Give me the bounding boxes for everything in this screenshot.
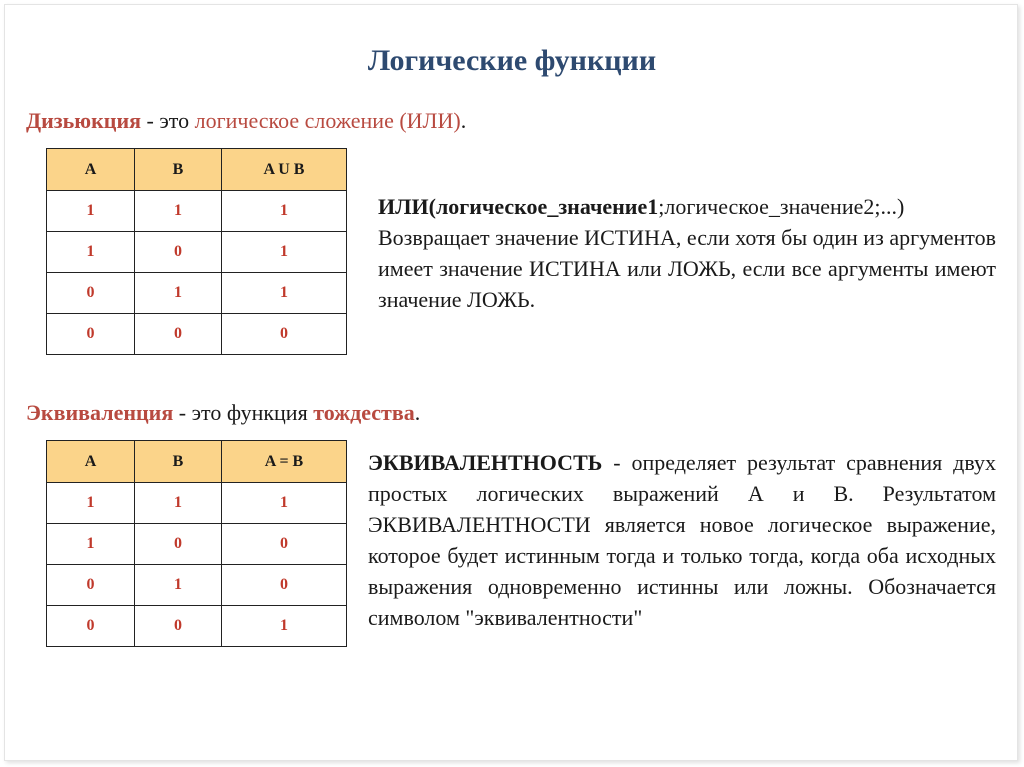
equivalence-keyword: ЭКВИВАЛЕНТНОСТЬ (368, 450, 603, 475)
disjunction-description (378, 191, 996, 315)
disjunction-truth-table (46, 148, 347, 355)
table-cell: 1 (222, 191, 347, 232)
table-cell: 1 (222, 232, 347, 273)
equivalence-period: . (414, 400, 421, 425)
equivalence-term: Эквиваленция (26, 400, 174, 425)
table-header-row (47, 149, 347, 191)
table-row (47, 565, 347, 606)
table-cell: 0 (47, 606, 135, 647)
disjunction-heading (26, 108, 466, 134)
equivalence-truth-table (46, 440, 347, 647)
table-cell: 1 (47, 524, 135, 565)
table-header-cell: A (47, 149, 135, 191)
table-cell: 1 (222, 606, 347, 647)
table-cell: 0 (47, 314, 135, 355)
disjunction-term: Дизьюкция (26, 108, 142, 133)
table-cell: 1 (135, 191, 222, 232)
table-row (47, 483, 347, 524)
table-cell: 0 (222, 314, 347, 355)
table-cell: 0 (47, 273, 135, 314)
table-cell: 1 (135, 565, 222, 606)
table-header-cell: A (47, 441, 135, 483)
disjunction-period: . (460, 108, 467, 133)
table-cell: 0 (135, 314, 222, 355)
func-name: ИЛИ (378, 194, 429, 219)
table-header-row (47, 441, 347, 483)
table-cell: 1 (47, 191, 135, 232)
table-cell: 0 (135, 232, 222, 273)
equivalence-dash: - это функция (173, 400, 314, 425)
table-cell: 1 (47, 483, 135, 524)
table-header-cell: B (135, 441, 222, 483)
table-row (47, 606, 347, 647)
slide-title: Логические функции (367, 44, 657, 77)
table-row (47, 524, 347, 565)
func-description-body: Возвращает значение ИСТИНА, если хотя бы один из аргументов имеет значение ИСТИНА или ЛОЖЬ, если все аргументы имеют значение ЛОЖЬ. (378, 225, 996, 312)
table-row (47, 314, 347, 355)
table-cell: 0 (222, 565, 347, 606)
table-cell: 1 (47, 232, 135, 273)
func-args-rest: ;логическое_значение2;...) (658, 194, 905, 219)
equivalence-definition: тождества (313, 400, 415, 425)
table-header-cell: A = B (222, 441, 347, 483)
table-cell: 0 (47, 565, 135, 606)
disjunction-definition: логическое сложение (ИЛИ) (194, 108, 461, 133)
table-cell: 0 (222, 524, 347, 565)
table-cell: 1 (222, 273, 347, 314)
table-row (47, 191, 347, 232)
disjunction-dash: - это (141, 108, 195, 133)
table-row (47, 232, 347, 273)
table-header-cell: B (135, 149, 222, 191)
table-cell: 1 (222, 483, 347, 524)
table-row (47, 273, 347, 314)
table-cell: 0 (135, 606, 222, 647)
equivalence-description-body: - определяет результат сравнения двух простых логических выражений А и В. Результатом ЭКВИВАЛЕНТНОСТИ является новое логическое выражение, которое будет истинным тогда и только тогда, когда оба исходных выражения одновременно истинны или ложны. Обозначается символом "эквивалентности" (368, 450, 996, 630)
table-cell: 0 (135, 524, 222, 565)
table-cell: 1 (135, 483, 222, 524)
func-arg1: (логическое_значение1 (428, 194, 659, 219)
table-header-cell: A U B (222, 149, 347, 191)
equivalence-heading (26, 400, 420, 426)
equivalence-description (368, 447, 996, 633)
table-cell: 1 (135, 273, 222, 314)
